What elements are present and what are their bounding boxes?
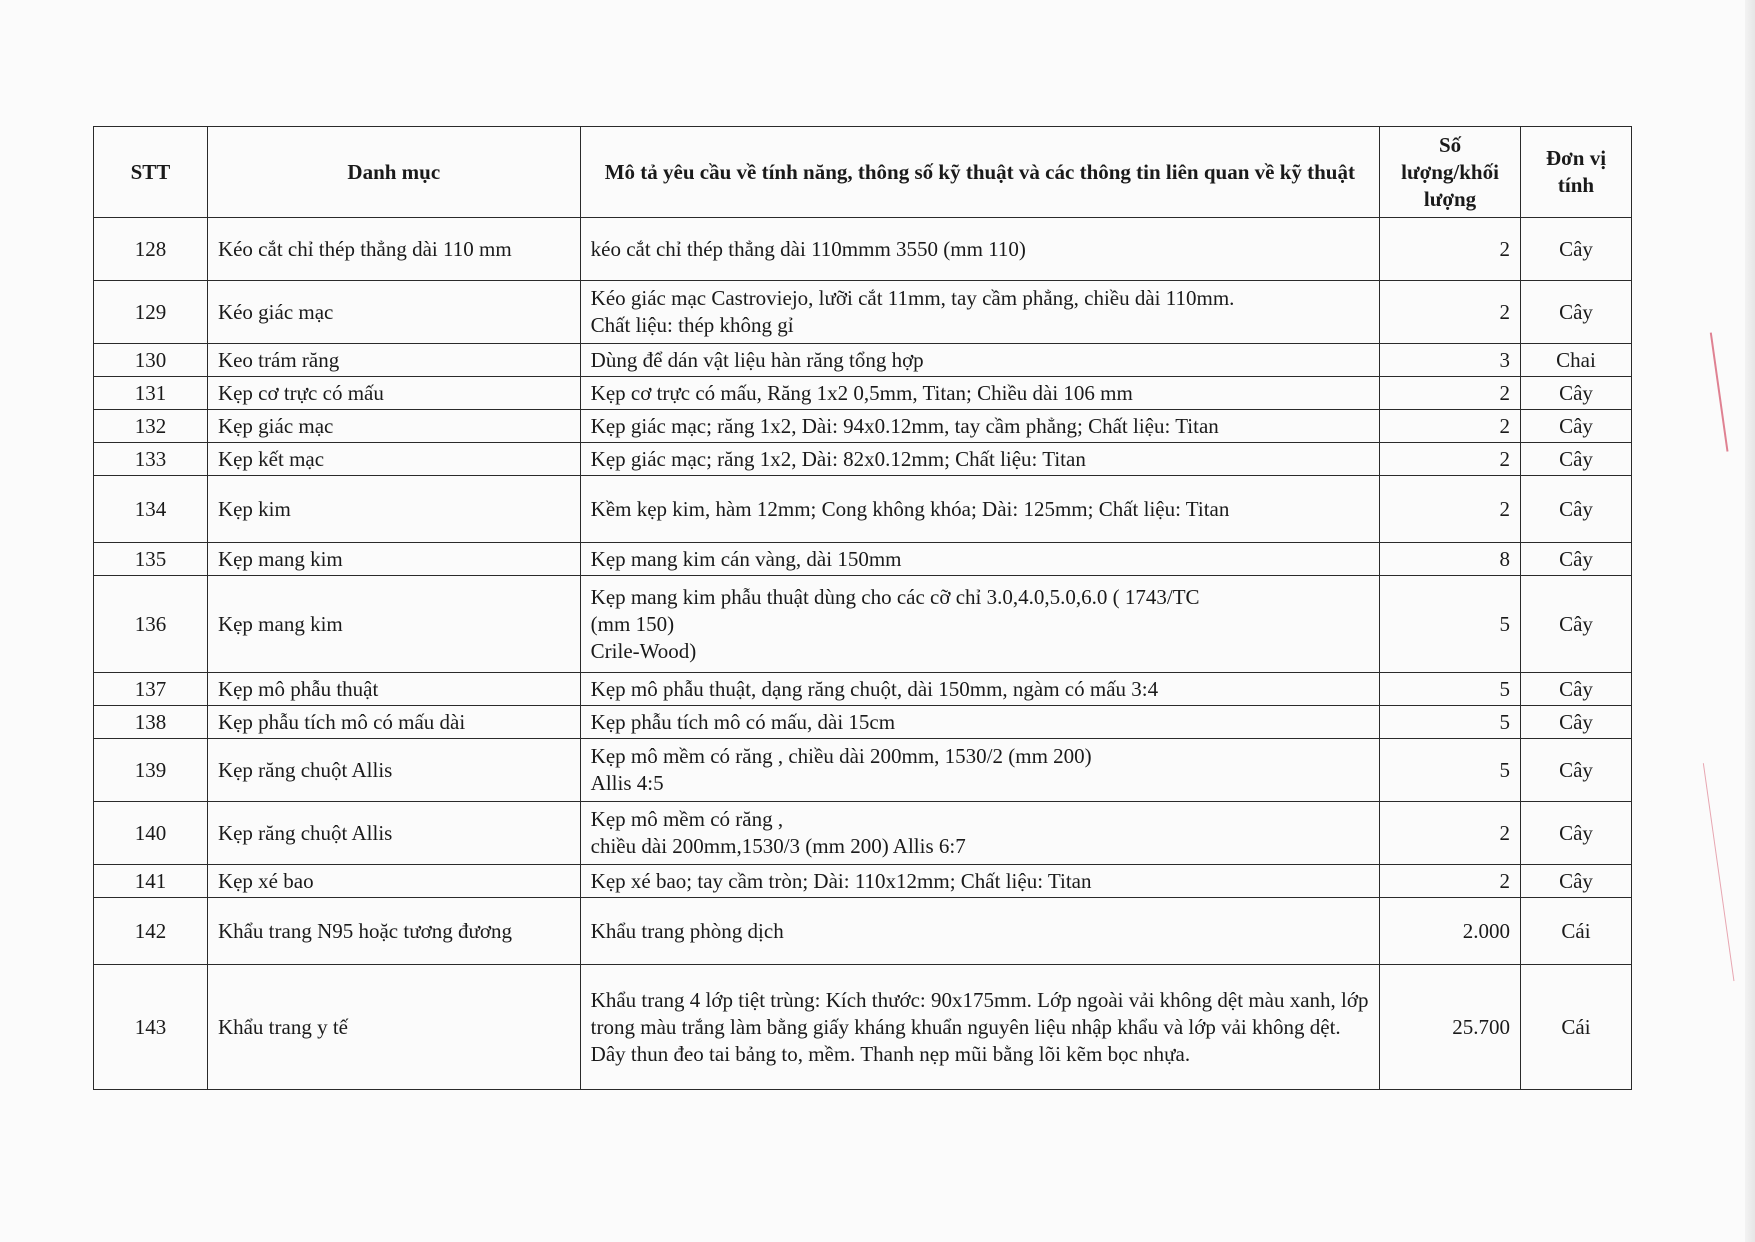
cell-description: Kẹp xé bao; tay cầm tròn; Dài: 110x12mm; Chất liệu: Titan bbox=[580, 865, 1379, 898]
cell-unit: Cây bbox=[1521, 802, 1632, 865]
cell-quantity: 5 bbox=[1380, 739, 1521, 802]
cell-stt: 129 bbox=[94, 281, 208, 344]
cell-unit: Cây bbox=[1521, 281, 1632, 344]
equipment-table bbox=[93, 126, 1632, 1090]
cell-stt: 139 bbox=[94, 739, 208, 802]
cell-stt: 132 bbox=[94, 410, 208, 443]
cell-stt: 133 bbox=[94, 443, 208, 476]
cell-description: Kềm kẹp kim, hàm 12mm; Cong không khóa; Dài: 125mm; Chất liệu: Titan bbox=[580, 476, 1379, 543]
cell-stt: 138 bbox=[94, 706, 208, 739]
cell-name: Kéo giác mạc bbox=[207, 281, 580, 344]
cell-stt: 131 bbox=[94, 377, 208, 410]
cell-name: Kẹp kết mạc bbox=[207, 443, 580, 476]
cell-name: Kẹp mô phẫu thuật bbox=[207, 673, 580, 706]
table-header bbox=[94, 127, 1632, 218]
cell-quantity: 2 bbox=[1380, 218, 1521, 281]
table-row bbox=[94, 218, 1632, 281]
cell-name: Kẹp răng chuột Allis bbox=[207, 802, 580, 865]
cell-quantity: 2 bbox=[1380, 443, 1521, 476]
cell-description: Kéo giác mạc Castroviejo, lưỡi cắt 11mm, tay cầm phẳng, chiều dài 110mm. Chất liệu: thép không gỉ bbox=[580, 281, 1379, 344]
cell-name: Kéo cắt chỉ thép thẳng dài 110 mm bbox=[207, 218, 580, 281]
header-description: Mô tả yêu cầu về tính năng, thông số kỹ thuật và các thông tin liên quan về kỹ thuật bbox=[580, 127, 1379, 218]
cell-unit: Cây bbox=[1521, 543, 1632, 576]
cell-stt: 141 bbox=[94, 865, 208, 898]
cell-unit: Cây bbox=[1521, 706, 1632, 739]
table-row bbox=[94, 965, 1632, 1090]
cell-quantity: 3 bbox=[1380, 344, 1521, 377]
table-row bbox=[94, 673, 1632, 706]
cell-unit: Cái bbox=[1521, 965, 1632, 1090]
cell-name: Kẹp mang kim bbox=[207, 543, 580, 576]
cell-quantity: 2.000 bbox=[1380, 898, 1521, 965]
header-name: Danh mục bbox=[207, 127, 580, 218]
cell-stt: 135 bbox=[94, 543, 208, 576]
table-body bbox=[94, 218, 1632, 1090]
cell-quantity: 2 bbox=[1380, 377, 1521, 410]
cell-name: Khẩu trang y tế bbox=[207, 965, 580, 1090]
cell-unit: Cây bbox=[1521, 576, 1632, 673]
cell-unit: Cây bbox=[1521, 739, 1632, 802]
cell-stt: 134 bbox=[94, 476, 208, 543]
table-row bbox=[94, 443, 1632, 476]
cell-description: Kẹp mang kim phẫu thuật dùng cho các cỡ chỉ 3.0,4.0,5.0,6.0 ( 1743/TC (mm 150) Crile-Wood) bbox=[580, 576, 1379, 673]
cell-quantity: 2 bbox=[1380, 410, 1521, 443]
cell-name: Kẹp kim bbox=[207, 476, 580, 543]
cell-name: Kẹp xé bao bbox=[207, 865, 580, 898]
cell-description: kéo cắt chỉ thép thẳng dài 110mmm 3550 (mm 110) bbox=[580, 218, 1379, 281]
cell-unit: Chai bbox=[1521, 344, 1632, 377]
cell-quantity: 2 bbox=[1380, 281, 1521, 344]
cell-name: Kẹp cơ trực có mấu bbox=[207, 377, 580, 410]
cell-quantity: 5 bbox=[1380, 706, 1521, 739]
cell-name: Khẩu trang N95 hoặc tương đương bbox=[207, 898, 580, 965]
table-row bbox=[94, 377, 1632, 410]
cell-name: Keo trám răng bbox=[207, 344, 580, 377]
cell-description: Dùng để dán vật liệu hàn răng tổng hợp bbox=[580, 344, 1379, 377]
table-row bbox=[94, 802, 1632, 865]
cell-name: Kẹp giác mạc bbox=[207, 410, 580, 443]
cell-stt: 143 bbox=[94, 965, 208, 1090]
table-row bbox=[94, 739, 1632, 802]
cell-description: Kẹp mô mềm có răng , chiều dài 200mm, 1530/2 (mm 200) Allis 4:5 bbox=[580, 739, 1379, 802]
cell-description: Kẹp giác mạc; răng 1x2, Dài: 94x0.12mm, tay cầm phẳng; Chất liệu: Titan bbox=[580, 410, 1379, 443]
table-row bbox=[94, 898, 1632, 965]
cell-stt: 137 bbox=[94, 673, 208, 706]
cell-quantity: 5 bbox=[1380, 576, 1521, 673]
page-edge-shadow bbox=[1745, 0, 1755, 1242]
header-unit: Đơn vị tính bbox=[1521, 127, 1632, 218]
cell-stt: 142 bbox=[94, 898, 208, 965]
cell-description: Khẩu trang 4 lớp tiệt trùng: Kích thước: 90x175mm. Lớp ngoài vải không dệt màu xanh, lớp trong màu trắng làm bằng giấy kháng khuẩn nguyên liệu nhập khẩu và lớp vải không dệt. Dây thun đeo tai bảng to, mềm. Thanh nẹp mũi bằng lõi kẽm bọc nhựa. bbox=[580, 965, 1379, 1090]
table-row bbox=[94, 865, 1632, 898]
cell-unit: Cây bbox=[1521, 673, 1632, 706]
cell-quantity: 25.700 bbox=[1380, 965, 1521, 1090]
table-row bbox=[94, 576, 1632, 673]
cell-quantity: 5 bbox=[1380, 673, 1521, 706]
cell-name: Kẹp răng chuột Allis bbox=[207, 739, 580, 802]
cell-description: Kẹp phẫu tích mô có mấu, dài 15cm bbox=[580, 706, 1379, 739]
table-row bbox=[94, 543, 1632, 576]
cell-stt: 140 bbox=[94, 802, 208, 865]
cell-name: Kẹp mang kim bbox=[207, 576, 580, 673]
cell-quantity: 8 bbox=[1380, 543, 1521, 576]
cell-stt: 130 bbox=[94, 344, 208, 377]
cell-name: Kẹp phẫu tích mô có mấu dài bbox=[207, 706, 580, 739]
table-row bbox=[94, 476, 1632, 543]
cell-description: Kẹp mang kim cán vàng, dài 150mm bbox=[580, 543, 1379, 576]
cell-description: Kẹp mô phẫu thuật, dạng răng chuột, dài 150mm, ngàm có mấu 3:4 bbox=[580, 673, 1379, 706]
cell-unit: Cây bbox=[1521, 377, 1632, 410]
cell-unit: Cây bbox=[1521, 410, 1632, 443]
cell-description: Kẹp mô mềm có răng , chiều dài 200mm,1530/3 (mm 200) Allis 6:7 bbox=[580, 802, 1379, 865]
cell-quantity: 2 bbox=[1380, 802, 1521, 865]
cell-unit: Cây bbox=[1521, 476, 1632, 543]
cell-description: Khẩu trang phòng dịch bbox=[580, 898, 1379, 965]
table-row bbox=[94, 410, 1632, 443]
table-row bbox=[94, 344, 1632, 377]
header-quantity: Số lượng/khối lượng bbox=[1380, 127, 1521, 218]
cell-quantity: 2 bbox=[1380, 865, 1521, 898]
header-stt: STT bbox=[94, 127, 208, 218]
cell-unit: Cái bbox=[1521, 898, 1632, 965]
cell-stt: 128 bbox=[94, 218, 208, 281]
cell-unit: Cây bbox=[1521, 218, 1632, 281]
cell-quantity: 2 bbox=[1380, 476, 1521, 543]
table-row bbox=[94, 281, 1632, 344]
cell-unit: Cây bbox=[1521, 443, 1632, 476]
cell-stt: 136 bbox=[94, 576, 208, 673]
cell-description: Kẹp cơ trực có mấu, Răng 1x2 0,5mm, Titan; Chiều dài 106 mm bbox=[580, 377, 1379, 410]
cell-description: Kẹp giác mạc; răng 1x2, Dài: 82x0.12mm; Chất liệu: Titan bbox=[580, 443, 1379, 476]
cell-unit: Cây bbox=[1521, 865, 1632, 898]
table-row bbox=[94, 706, 1632, 739]
